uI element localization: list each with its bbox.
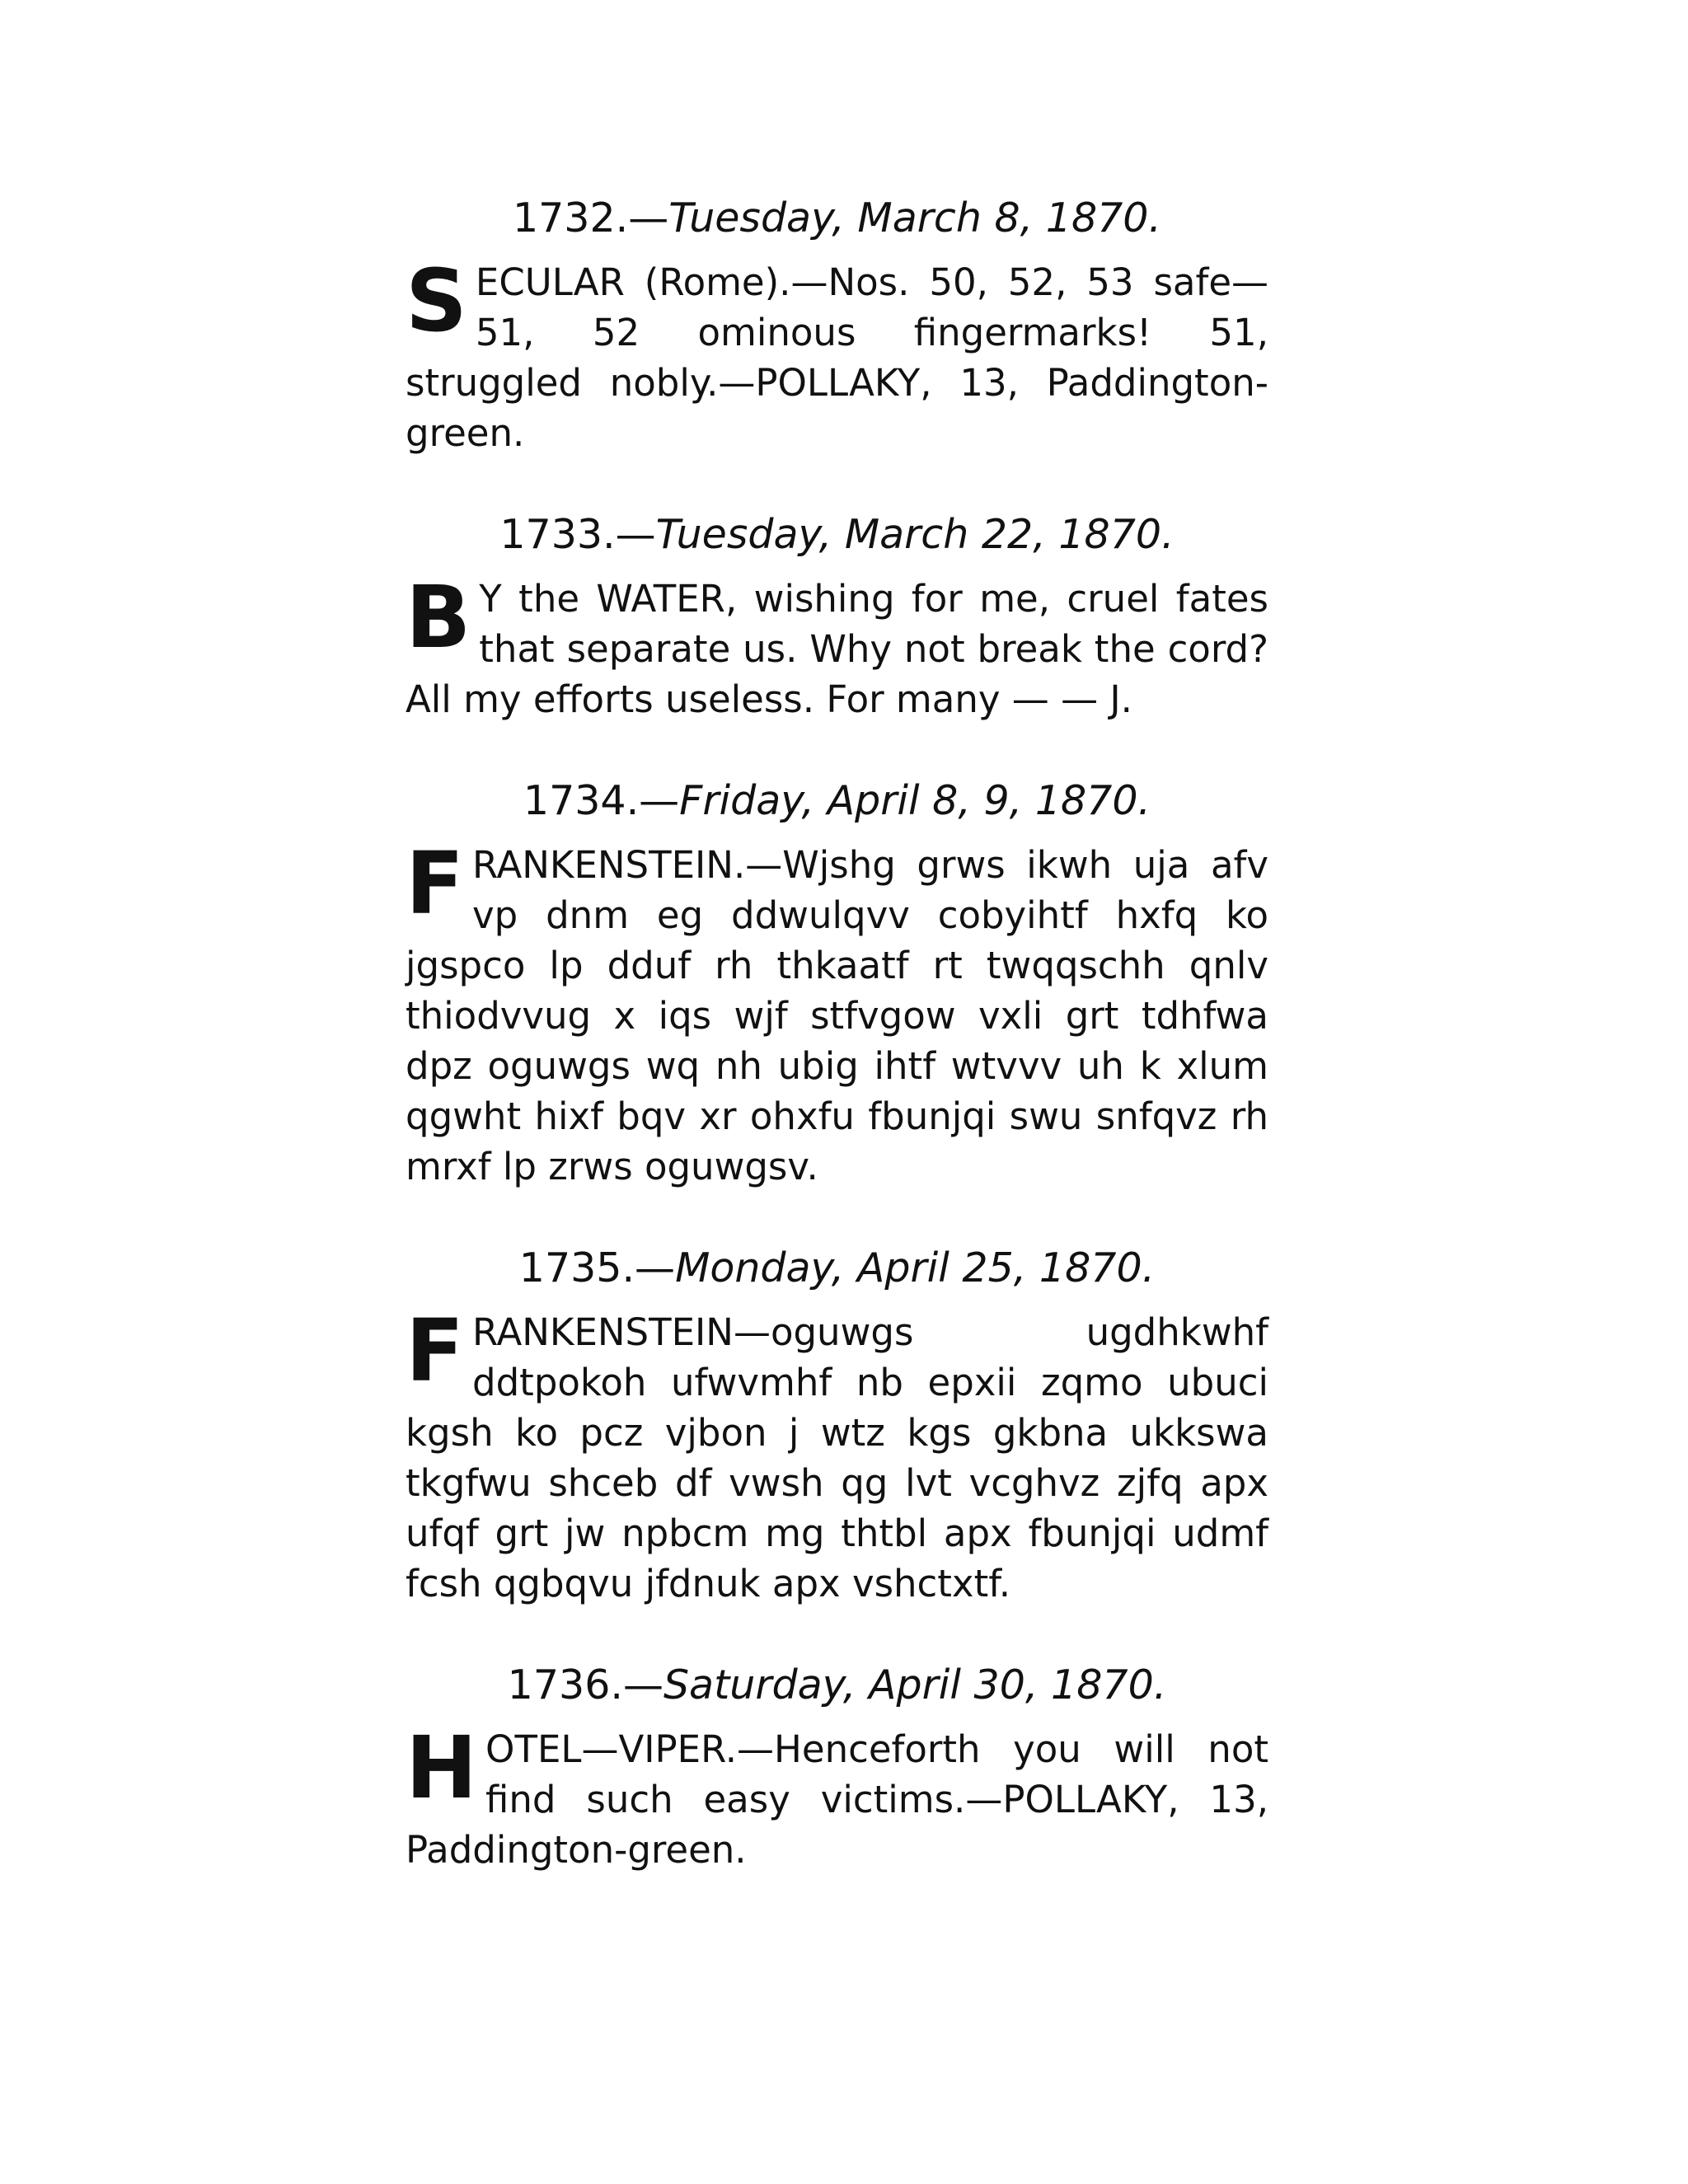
entry-number: 1736.—: [507, 1661, 663, 1708]
entry-heading: [406, 191, 1268, 246]
entry-heading: [406, 1241, 1268, 1296]
drop-cap: F: [406, 833, 465, 934]
entry-number: 1733.—: [499, 511, 656, 558]
entry-body: [406, 251, 1268, 458]
entry-body: [406, 1718, 1268, 1875]
entry-body: [406, 833, 1268, 1192]
entry-body: [406, 1301, 1268, 1609]
entry-date: Monday, April 25, 1870.: [675, 1244, 1156, 1291]
entry-text: ECULAR (Rome).—Nos. 50, 52, 53 safe—51, 52 ominous fingermarks! 51, struggled nobly.—POLLAKY, 13, Paddington-green.: [406, 260, 1268, 455]
entry-1735: [406, 1241, 1268, 1609]
entry-date: Friday, April 8, 9, 1870.: [679, 777, 1151, 824]
entry-date: Tuesday, March 8, 1870.: [668, 194, 1162, 241]
entry-date: Saturday, April 30, 1870.: [663, 1661, 1167, 1708]
entry-1733: [406, 508, 1268, 724]
entry-text: RANKENSTEIN—oguwgs ugdhkwhf ddtpokoh ufwvmhf nb epxii zqmo ubuci kgsh ko pcz vjbon j wtz kgs gkbna ukkswa tkgfwu shceb df vwsh qg lvt vcghvz zjfq apx ufqf grt jw npbcm mg thtbl apx fbunjqi udmf fcsh qgbqvu jfdnuk apx vshctxtf.: [406, 1310, 1268, 1605]
entry-number: 1735.—: [518, 1244, 676, 1291]
entry-text: Y the WATER, wishing for me, cruel fates that separate us. Why not break the cord? All my efforts useless. For many — — J.: [406, 577, 1268, 721]
entry-text: RANKENSTEIN.—Wjshg grws ikwh uja afv vp dnm eg ddwulqvv cobyihtf hxfq ko jgspco lp dduf rh thkaatf rt twqqschh qnlv thiodvvug x iqs wjf stfvgow vxli grt tdhfwa dpz oguwgs wq nh ubig ihtf wtvvv uh k xlum qgwht hixf bqv xr ohxfu fbunjqi swu snfqvz rh mrxf lp zrws oguwgsv.: [406, 843, 1268, 1188]
drop-cap: H: [406, 1718, 478, 1818]
drop-cap: S: [406, 251, 467, 351]
entry-1736: [406, 1658, 1268, 1875]
drop-cap: F: [406, 1301, 465, 1401]
entry-number: 1732.—: [512, 194, 669, 241]
drop-cap: B: [406, 567, 471, 668]
entry-heading: [406, 1658, 1268, 1713]
entry-number: 1734.—: [523, 777, 680, 824]
text-column: [406, 191, 1268, 1924]
entry-heading: [406, 774, 1268, 828]
entry-1734: [406, 774, 1268, 1192]
entry-date: Tuesday, March 22, 1870.: [655, 511, 1175, 558]
entry-heading: [406, 508, 1268, 562]
entry-1732: [406, 191, 1268, 458]
entry-text: OTEL—VIPER.—Henceforth you will not find such easy victims.—POLLAKY, 13, Paddington-green.: [406, 1727, 1268, 1872]
entry-body: [406, 567, 1268, 724]
